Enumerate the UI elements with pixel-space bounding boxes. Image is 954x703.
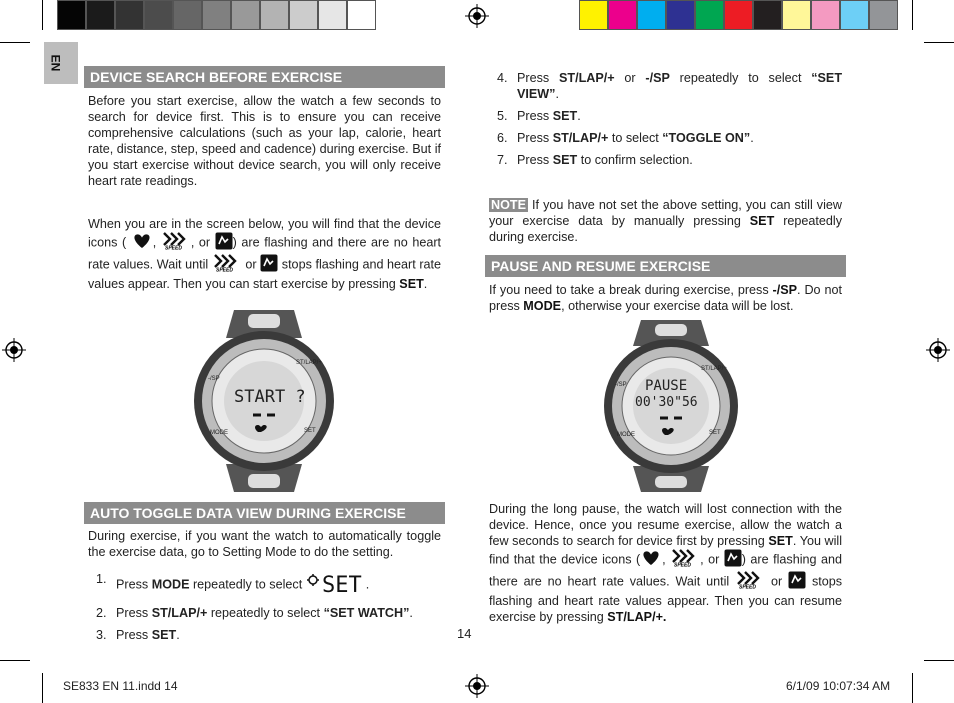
step-number: 4. <box>497 71 508 85</box>
text-run: . <box>423 277 428 291</box>
text-run: repeatedly to select <box>210 606 321 620</box>
text-run: Press <box>517 71 550 85</box>
text-run: repeatedly to select <box>679 71 802 85</box>
key-set: SET <box>552 153 578 167</box>
key-set: SET <box>552 109 578 123</box>
key-st-lap: ST/LAP/+ <box>151 606 208 620</box>
speed-icon <box>735 571 765 593</box>
list-item <box>88 571 441 599</box>
color-swatch <box>260 0 289 30</box>
resume-paragraph <box>489 501 842 625</box>
watch-start-illustration <box>190 308 338 494</box>
speed-icon <box>670 549 700 571</box>
crop-mark <box>0 42 30 43</box>
text-run: When you are in the screen below, you will find that the device icons ( <box>88 217 441 250</box>
color-swatch <box>86 0 115 30</box>
text-run: , or <box>700 552 720 567</box>
text-run: . <box>365 577 370 592</box>
registration-mark-icon <box>926 338 950 362</box>
text-run: stops flashing and heart rate values appear. Then you can start exercise by pressing <box>88 257 442 291</box>
color-swatch <box>57 0 86 30</box>
text-run: . <box>577 109 581 123</box>
color-swatch <box>231 0 260 30</box>
section-heading-auto-toggle: AUTO TOGGLE DATA VIEW DURING EXERCISE <box>84 502 445 524</box>
crop-mark <box>924 660 954 661</box>
color-swatch <box>695 0 724 30</box>
color-swatch <box>840 0 869 30</box>
registration-mark-icon <box>465 674 489 698</box>
foot-pod-icon <box>724 549 742 571</box>
key-mode: MODE <box>151 577 190 592</box>
watch-display-line1: PAUSE <box>645 378 688 394</box>
page-number: 14 <box>457 626 472 641</box>
key-set: SET <box>768 534 793 548</box>
watch-label-set: SET <box>709 430 721 436</box>
registration-mark-icon <box>2 338 26 362</box>
crop-mark <box>0 660 30 661</box>
step-number: 2. <box>96 606 107 620</box>
text-run: Press <box>116 577 149 592</box>
color-swatch <box>753 0 782 30</box>
language-tab-label: EN <box>48 54 63 72</box>
option-set-view: “SET VIEW” <box>517 71 843 101</box>
text-run: or <box>770 574 783 589</box>
watch-label-minus-sp: -/SP <box>615 382 627 388</box>
text-run: stops flashing and heart rate values appear. Then you can resume exercise by pressing <box>489 574 843 624</box>
list-item <box>489 130 842 146</box>
text-run: to select <box>611 131 659 145</box>
heart-icon <box>640 550 662 570</box>
watch-pause-illustration <box>597 318 745 494</box>
footer-file-info: SE833 EN 11.indd 14 <box>63 679 178 693</box>
watch-label-st-lap: ST/LAP/+ <box>701 366 727 372</box>
device-icons-paragraph <box>88 216 441 292</box>
text-run: to confirm selection. <box>580 153 693 167</box>
key-set: SET <box>749 214 775 228</box>
color-swatch <box>144 0 173 30</box>
text-run: . <box>555 87 559 101</box>
speed-icon-label: SPEED <box>164 245 182 250</box>
step-number: 5. <box>497 109 508 123</box>
section-heading-pause-resume: PAUSE AND RESUME EXERCISE <box>485 255 846 277</box>
watch-label-st-lap: ST/LAP/+ <box>296 360 322 366</box>
color-swatch <box>173 0 202 30</box>
text-run: repeatedly during exercise. <box>489 214 843 244</box>
section-heading-device-search: DEVICE SEARCH BEFORE EXERCISE <box>84 66 445 88</box>
color-swatch <box>202 0 231 30</box>
foot-pod-icon <box>215 232 233 254</box>
text-run: ) are flashing and there are no heart rate values. Wait until <box>88 235 442 272</box>
crop-mark <box>42 673 43 703</box>
key-st-lap: ST/LAP/+ <box>552 131 609 145</box>
text-run: , <box>662 552 666 567</box>
color-swatch <box>579 0 608 30</box>
text-run: . <box>409 606 413 620</box>
auto-toggle-intro: During exercise, if you want the watch to automatically toggle the exercise data, go to Setting Mode to do the setting. <box>88 529 441 559</box>
settings-set-icon <box>306 571 366 599</box>
color-swatch <box>811 0 840 30</box>
key-minus-sp: -/SP <box>772 283 798 297</box>
list-item <box>88 627 441 643</box>
list-item <box>88 605 441 621</box>
step-number: 1. <box>96 572 107 586</box>
speed-icon-label: SPEED <box>674 562 692 567</box>
crop-mark <box>912 0 913 30</box>
speed-icon-label: SPEED <box>739 584 757 589</box>
speed-icon <box>212 254 242 276</box>
watch-display-line2: 00'30"56 <box>635 395 698 410</box>
crop-mark <box>924 42 954 43</box>
text-run: If you need to take a break during exercise, press <box>489 283 769 297</box>
color-swatch <box>724 0 753 30</box>
color-swatch <box>318 0 347 30</box>
text-run: . You will find that the device icons ( <box>489 534 843 567</box>
foot-pod-icon <box>788 571 806 593</box>
settings-set-label: SET <box>321 573 362 595</box>
text-run: If you have not set the above setting, you can still view your exercise data by manually pressing <box>489 198 843 228</box>
option-toggle-on: “TOGGLE ON” <box>662 131 751 145</box>
text-run: Press <box>517 131 550 145</box>
speed-icon-label: SPEED <box>215 267 233 272</box>
heart-icon <box>131 233 153 253</box>
step-number: 3. <box>96 628 107 642</box>
watch-label-mode: MODE <box>617 432 635 438</box>
watch-display-text: START ? <box>234 387 306 407</box>
color-swatch <box>115 0 144 30</box>
key-set: SET <box>399 277 424 291</box>
key-set: SET <box>151 628 177 642</box>
text-run: Press <box>517 153 550 167</box>
watch-label-set: SET <box>304 428 316 434</box>
watch-label-mode: MODE <box>210 430 228 436</box>
pause-paragraph <box>489 282 842 314</box>
text-run: ) are flashing and there are no heart rate values. Wait until <box>489 552 842 589</box>
color-swatch <box>347 0 376 30</box>
list-item <box>489 152 842 168</box>
color-swatch <box>289 0 318 30</box>
color-swatch <box>637 0 666 30</box>
text-run: . Do not press <box>489 283 842 313</box>
key-minus-sp: -/SP <box>645 71 670 85</box>
device-search-paragraph: Before you start exercise, allow the watch a few seconds to search for device first. This is to ensure you can receive comprehensive calculations (such as your lap, calorie, heart rate, distance, step, speed and cadence) during exercise. But if you start exercise without device search, you will only receive heart rate readings. <box>88 94 441 188</box>
step-number: 7. <box>497 153 508 167</box>
speed-icon <box>161 232 191 254</box>
text-run: , <box>152 235 157 250</box>
text-run: or <box>624 71 636 85</box>
text-run: Press <box>116 628 149 642</box>
list-item <box>489 70 842 102</box>
option-set-watch: “SET WATCH” <box>323 606 410 620</box>
text-run: Press <box>116 606 149 620</box>
registration-mark-icon <box>465 4 489 28</box>
crop-mark <box>912 673 913 703</box>
step-number: 6. <box>497 131 508 145</box>
note-label: NOTE <box>491 198 526 212</box>
color-swatch <box>666 0 695 30</box>
language-tab <box>44 42 78 84</box>
auto-toggle-steps <box>88 571 441 643</box>
text-run: repeatedly to select <box>192 577 303 592</box>
list-item <box>489 108 842 124</box>
color-swatch <box>782 0 811 30</box>
text-run: , or <box>190 235 211 250</box>
watch-label-minus-sp: -/SP <box>208 376 220 382</box>
text-run: . <box>750 131 754 145</box>
auto-toggle-steps-continued <box>489 70 842 168</box>
note-paragraph <box>489 197 842 245</box>
text-run: During the long pause, the watch will lost connection with the device. Hence, once you resume exercise, allow the watch a few seconds to search for device first by pressing <box>489 502 842 548</box>
color-swatch <box>608 0 637 30</box>
text-run: , otherwise your exercise data will be lost. <box>561 299 794 313</box>
color-swatch <box>869 0 898 30</box>
key-st-lap: ST/LAP/+ <box>558 71 615 85</box>
crop-mark <box>42 0 43 30</box>
foot-pod-icon <box>260 254 278 276</box>
text-run: or <box>245 257 257 272</box>
text-run: Press <box>517 109 550 123</box>
footer-timestamp: 6/1/09 10:07:34 AM <box>786 679 891 693</box>
key-st-lap: ST/LAP/+. <box>607 610 667 624</box>
text-run: . <box>176 628 180 642</box>
key-mode: MODE <box>523 299 562 313</box>
